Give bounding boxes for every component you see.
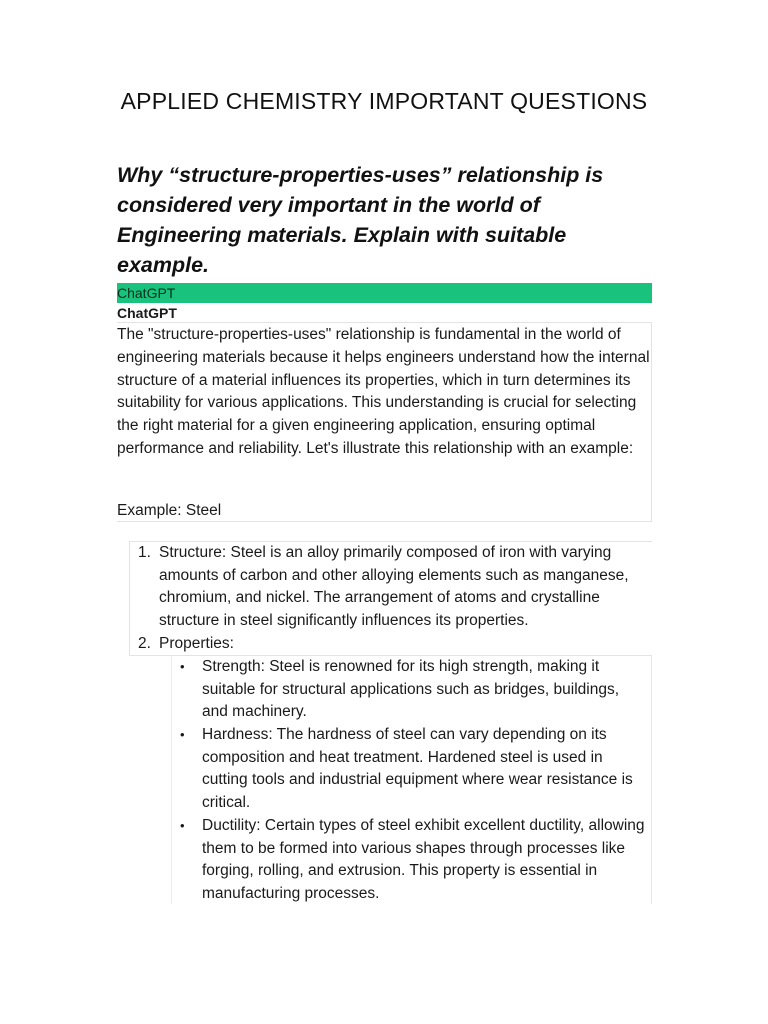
intro-paragraph: The "structure-properties-uses" relationship is fundamental in the world of engineering materials because it helps engineers understand how the internal structure of a material influences its properties, which in turn determines its suitability for various applications. This understanding is crucial for selecting the right material for a given engineering application, ensuring optimal performance and reliability. Let's illustrate this relationship with an example: — [117, 326, 650, 457]
source-label-bold: ChatGPT — [117, 305, 177, 321]
item-number: 2. — [138, 635, 151, 652]
bullet-icon: • — [180, 727, 185, 742]
item-number: 1. — [138, 544, 151, 561]
item-text: Structure: Steel is an alloy primarily composed of iron with varying amounts of carbon and other alloying elements such as manganese, chromium, and nickel. The arrangement of atoms and crystalline structure in steel significantly influences its properties. — [159, 544, 629, 630]
bullet-text: Strength: Steel is renowned for its high strength, making it suitable for structural applications such as bridges, buildings, and machinery. — [202, 658, 620, 721]
page-title: APPLIED CHEMISTRY IMPORTANT QUESTIONS — [120, 88, 648, 114]
bullet-text: Ductility: Certain types of steel exhibit excellent ductility, allowing them to be formed into various shapes through processes like forging, rolling, and extrusion. This property is essential in manufacturing processes. — [202, 817, 645, 903]
example-label: Example: Steel — [117, 502, 222, 519]
item-text: Properties: — [159, 635, 234, 652]
bullet-text: Hardness: The hardness of steel can vary depending on its composition and heat treatment. Hardened steel is used in cutting tools and industrial equipment where wear resistance is critical. — [202, 726, 633, 812]
source-label-bar: ChatGPT — [117, 283, 652, 303]
question-heading: Why “structure-properties-uses” relationship is considered very important in the world of Engineering materials. Explain with suitable example. — [117, 163, 604, 277]
bullet-icon: • — [180, 659, 185, 674]
bullet-icon: • — [180, 818, 185, 833]
